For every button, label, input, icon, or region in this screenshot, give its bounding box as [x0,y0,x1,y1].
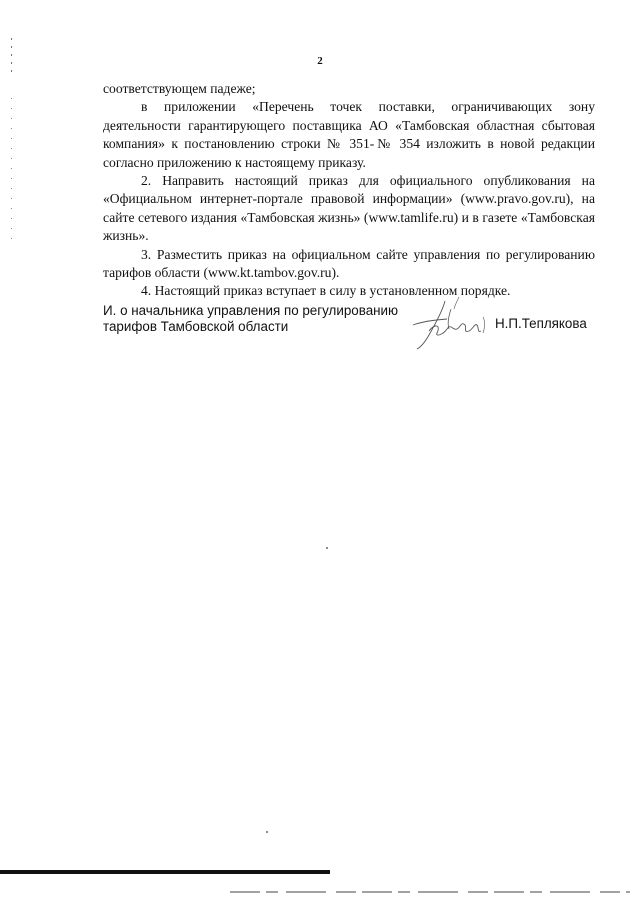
page-number: 2 [317,55,323,67]
document-body [103,80,595,301]
paragraph-item-3: 3. Разместить приказ на официальном сайте управления по регулированию тарифов области (www.kt.tambov.gov.ru). [103,246,595,281]
handwritten-signature [407,295,491,351]
paragraph-item-4: 4. Настоящий приказ вступает в силу в установленном порядке. [141,283,511,299]
signatory-title-line-2: тарифов Тамбовской области [103,319,289,334]
scan-edge-bar [0,870,330,874]
scan-speck [266,831,268,833]
paragraph-item-2: 2. Направить настоящий приказ для официального опубликования на «Официальном интернет-портале правовой информации» (www.pravo.gov.ru), на сайте сетевого издания «Тамбовская жизнь» (www.tamlife.ru) и в газете «Тамбовская жизнь». [103,173,595,244]
paragraph-appendix-change: в приложении «Перечень точек поставки, ограничивающих зону деятельности гарантирующего поставщика АО «Тамбовская областная сбытовая компания» к постановлению строки № 351-№ 354 изложить в новой редакции согласно приложению к настоящему приказу. [103,99,595,170]
scan-edge-dashes [230,888,630,896]
signatory-title [103,303,403,335]
signatory-name: Н.П.Теплякова [495,316,587,331]
signatory-title-line-1: И. о начальника управления по регулированию [103,303,399,318]
scan-speck [326,547,328,549]
paragraph-continuation: соответствующем падеже; [103,81,256,96]
binding-edge-marks [10,38,13,248]
